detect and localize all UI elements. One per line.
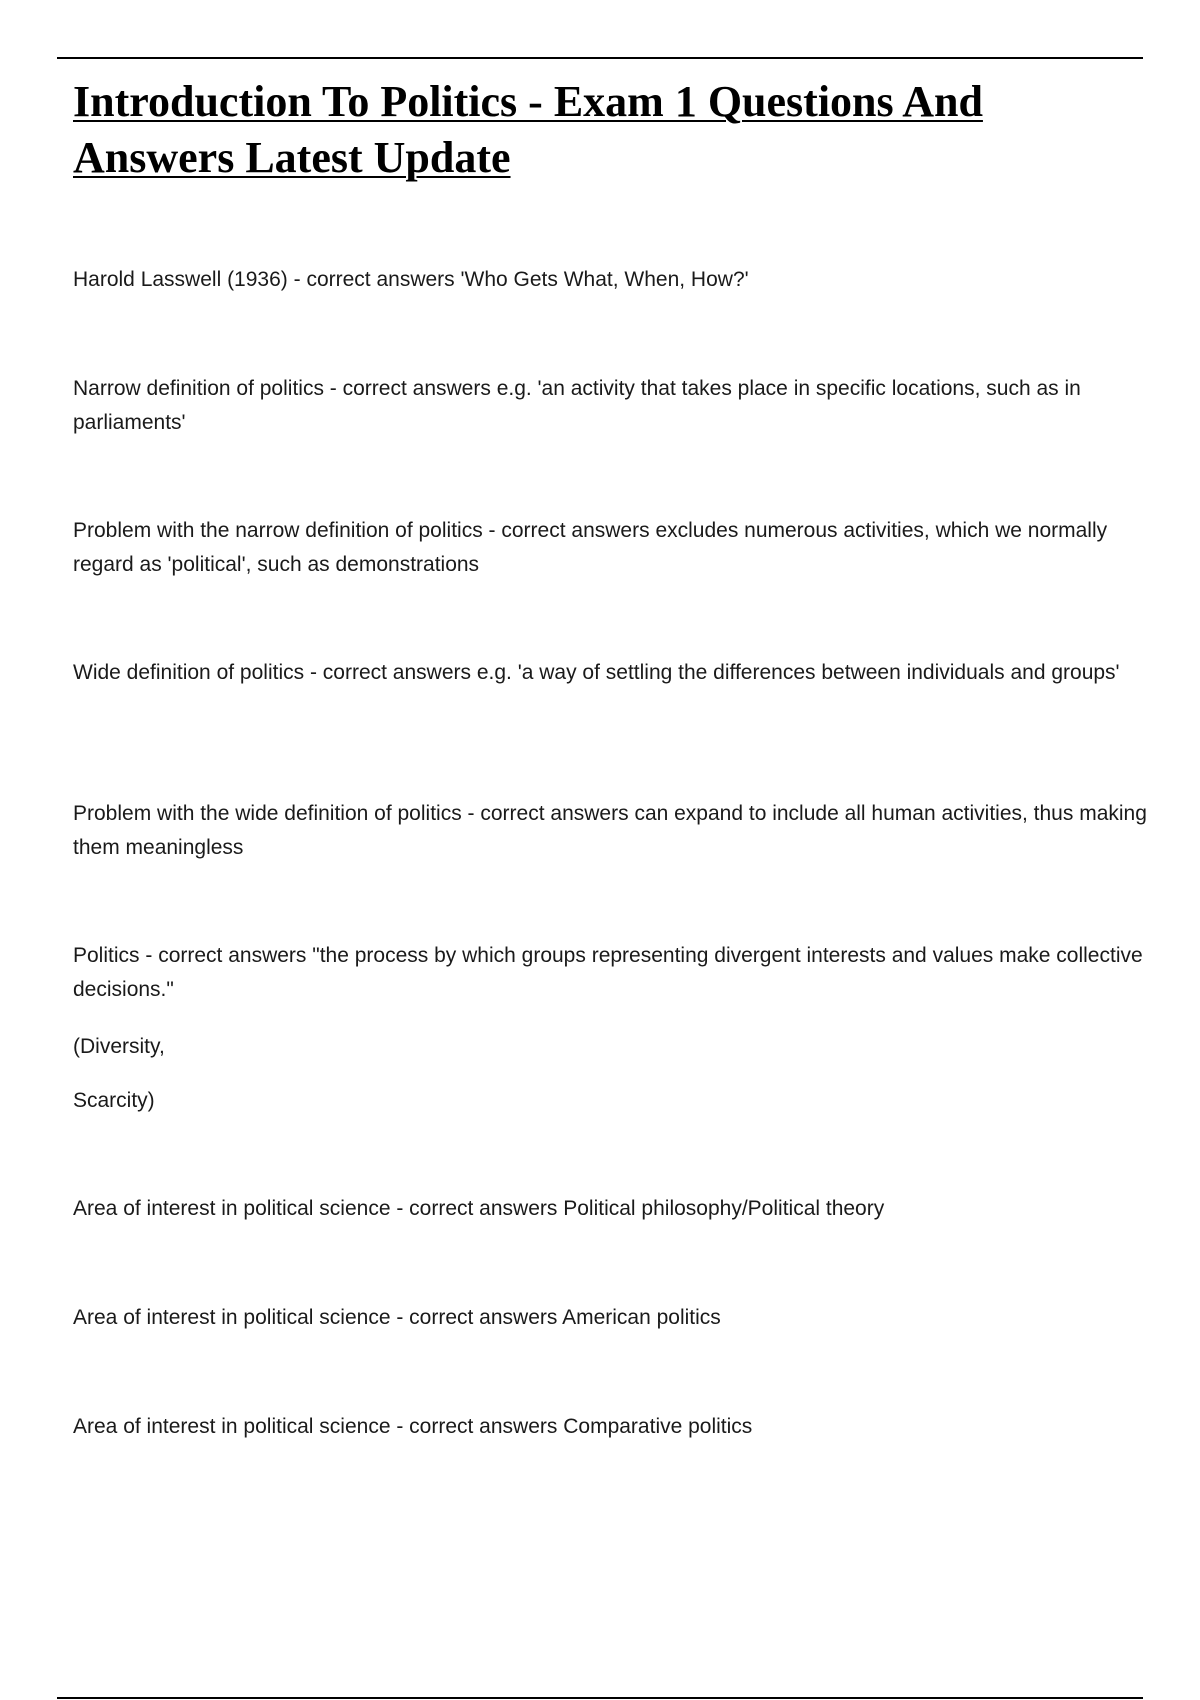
qa-connector: correct answers [342,377,491,400]
qa-term: Area of interest in political science [73,1197,391,1220]
qa-answer: excludes numerous activities, which we normally regard as 'political', such as demonstrations [73,519,1108,576]
qa-term: Harold Lasswell (1936) [73,268,288,291]
qa-entry: Wide definition of politics - correct answers e.g. 'a way of settling the differences between individuals and groups' [73,661,1120,684]
qa-term: Wide definition of politics [73,661,305,684]
qa-connector: correct answers [409,1197,558,1220]
qa-entry: Narrow definition of politics - correct answers e.g. 'an activity that takes place in specific locations, such as in parliaments' [73,377,1081,434]
qa-answer: e.g. 'an activity that takes place in specific locations, such as in parliaments' [73,377,1081,434]
qa-term: Problem with the narrow definition of politics [73,519,483,542]
qa-answer: "the process by which groups representing divergent interests and values make collective decisions." [73,944,1143,1001]
qa-answer: 'Who Gets What, When, How?' [460,268,749,291]
qa-entry: Area of interest in political science - correct answers Political philosophy/Political theory [73,1197,885,1220]
qa-entry: Area of interest in political science - correct answers Comparative politics [73,1415,753,1438]
qa-connector: correct answers [409,1306,558,1329]
qa-answer: can expand to include all human activities, thus making them meaningless [73,802,1147,859]
qa-term: Area of interest in political science [73,1306,391,1329]
top-rule [57,57,1143,59]
qa-term: Area of interest in political science [73,1415,391,1438]
qa-term: Narrow definition of politics [73,377,324,400]
qa-connector: correct answers [501,519,650,542]
qa-connector: correct answers [480,802,629,825]
qa-answer: Political philosophy/Political theory [563,1197,885,1220]
qa-note-line: Scarcity) [73,1089,155,1112]
bottom-rule [57,1697,1143,1699]
qa-entry: Area of interest in political science - correct answers American politics [73,1306,721,1329]
qa-answer: e.g. 'a way of settling the differences between individuals and groups' [476,661,1120,684]
qa-connector: correct answers [158,944,307,967]
document-title: Introduction To Politics - Exam 1 Questions And Answers Latest Update [73,77,983,182]
qa-connector: correct answers [306,268,455,291]
qa-entry: Problem with the narrow definition of politics - correct answers excludes numerous activities, which we normally regard as 'political', such as demonstrations [73,519,1108,576]
qa-connector: correct answers [409,1415,558,1438]
qa-entry: Problem with the wide definition of politics - correct answers can expand to include all human activities, thus making them meaningless [73,802,1147,859]
qa-note-line: (Diversity, [73,1035,165,1058]
qa-entry: Politics - correct answers "the process by which groups representing divergent interests and values make collective decisions." [73,944,1143,1001]
qa-connector: correct answers [322,661,472,684]
qa-term: Problem with the wide definition of politics [73,802,462,825]
qa-term: Politics [73,944,140,967]
qa-answer: Comparative politics [563,1415,753,1438]
qa-answer: American politics [562,1306,721,1329]
qa-entry: Harold Lasswell (1936) - correct answers 'Who Gets What, When, How?' [73,268,749,291]
